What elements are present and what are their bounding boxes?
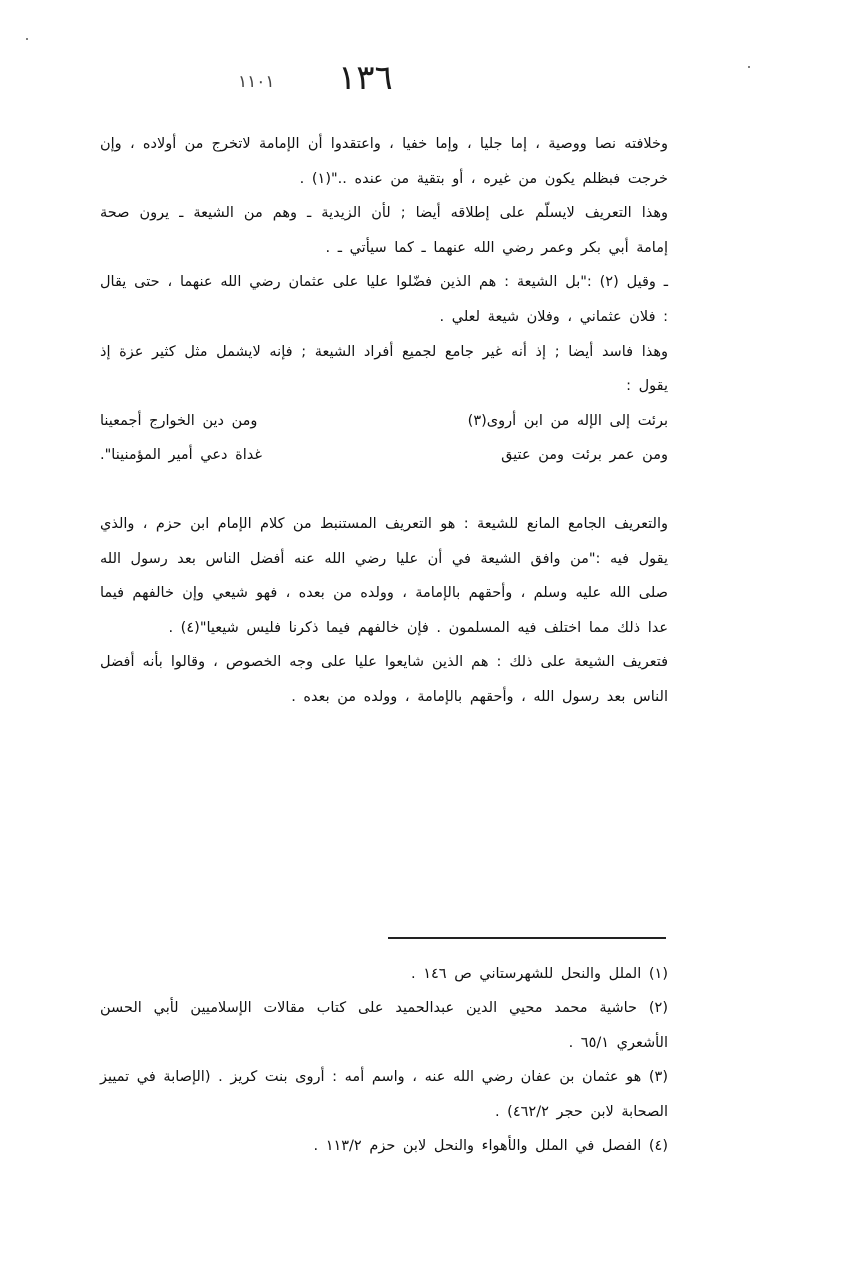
handwritten-page-number: ١٣٦ (338, 58, 393, 98)
handwritten-secondary-number: ١١٠١ (238, 72, 275, 92)
paragraph: والتعريف الجامع المانع للشيعة : هو التعريف المستنبط من كلام الإمام ابن حزم ، والذي يقول فيه :"من وافق الشيعة في أن عليا رضي الله عنه أفضل الناس بعد رسول الله صلى الله عليه وسلم ، وأحقهم بالإمامة ، وولده من بعده ، فهو شيعي وإن خالفهم فيما عدا ذلك مما اختلف فيه المسلمون . فإن خالفهم فيما ذكرنا فليس شيعيا"(٤) . (100, 515, 668, 636)
paragraph: فتعريف الشيعة على ذلك : هم الذين شايعوا عليا على وجه الخصوص ، وقالوا بأنه أفضل الناس بعد رسول الله ، وأحقهم بالإمامة ، وولده من بعده . (100, 654, 668, 705)
verse-hemistich: غداة دعي أمير المؤمنينا". (100, 447, 262, 464)
footnote: (٣) هو عثمان بن عفان رضي الله عنه ، واسم أمه : أروى بنت كريز . (الإصابة في تمييز الصحابة لابن حجر ٤٦٢/٢) . (100, 1069, 668, 1120)
verse-line (100, 438, 668, 473)
paragraph: ـ وقيل (٢) :"بل الشيعة : هم الذين فضّلوا عليا على عثمان رضي الله عنهما ، حتى يقال : فلان عثماني ، وفلان شيعة لعلي . (100, 274, 668, 325)
paragraph-gap (100, 473, 668, 507)
paragraph: وهذا التعريف لايسلّم على إطلاقه أيضا ; لأن الزيدية ـ وهم من الشيعة ـ يرون صحة إمامة أبي بكر وعمر رضي الله عنهما ـ كما سيأتي ـ . (100, 205, 668, 256)
verse-hemistich: برئت إلى الإله من ابن أروى(٣) (467, 412, 668, 429)
footnotes (100, 957, 668, 1163)
verse-hemistich: ومن عمر برئت ومن عتيق (501, 447, 668, 464)
scan-speck (748, 66, 750, 68)
footnote-divider (388, 937, 666, 939)
footnote: (٤) الفصل في الملل والأهواء والنحل لابن حزم ١١٣/٢ . (313, 1138, 668, 1155)
scan-speck (26, 38, 28, 40)
verse-line (100, 404, 668, 439)
paragraph: وخلافته نصا ووصية ، إما جليا ، وإما خفيا ، واعتقدوا أن الإمامة لاتخرج من أولاده ، وإن خرجت فبظلم يكون من غيره ، أو بتقية من عنده .."(١) . (100, 136, 668, 187)
paragraph: وهذا فاسد أيضا ; إذ أنه غير جامع لجميع أفراد الشيعة ; فإنه لايشمل مثل كثير عزة إذ يقول : (100, 343, 668, 395)
footnote: (٢) حاشية محمد محيي الدين عبدالحميد على كتاب مقالات الإسلاميين لأبي الحسن الأشعري ٦٥/١ . (100, 1000, 668, 1051)
footnote: (١) الملل والنحل للشهرستاني ص ١٤٦ . (411, 966, 668, 982)
poem-verse (100, 404, 668, 473)
main-text (100, 127, 668, 715)
verse-hemistich: ومن دين الخوارج أجمعينا (100, 412, 258, 429)
